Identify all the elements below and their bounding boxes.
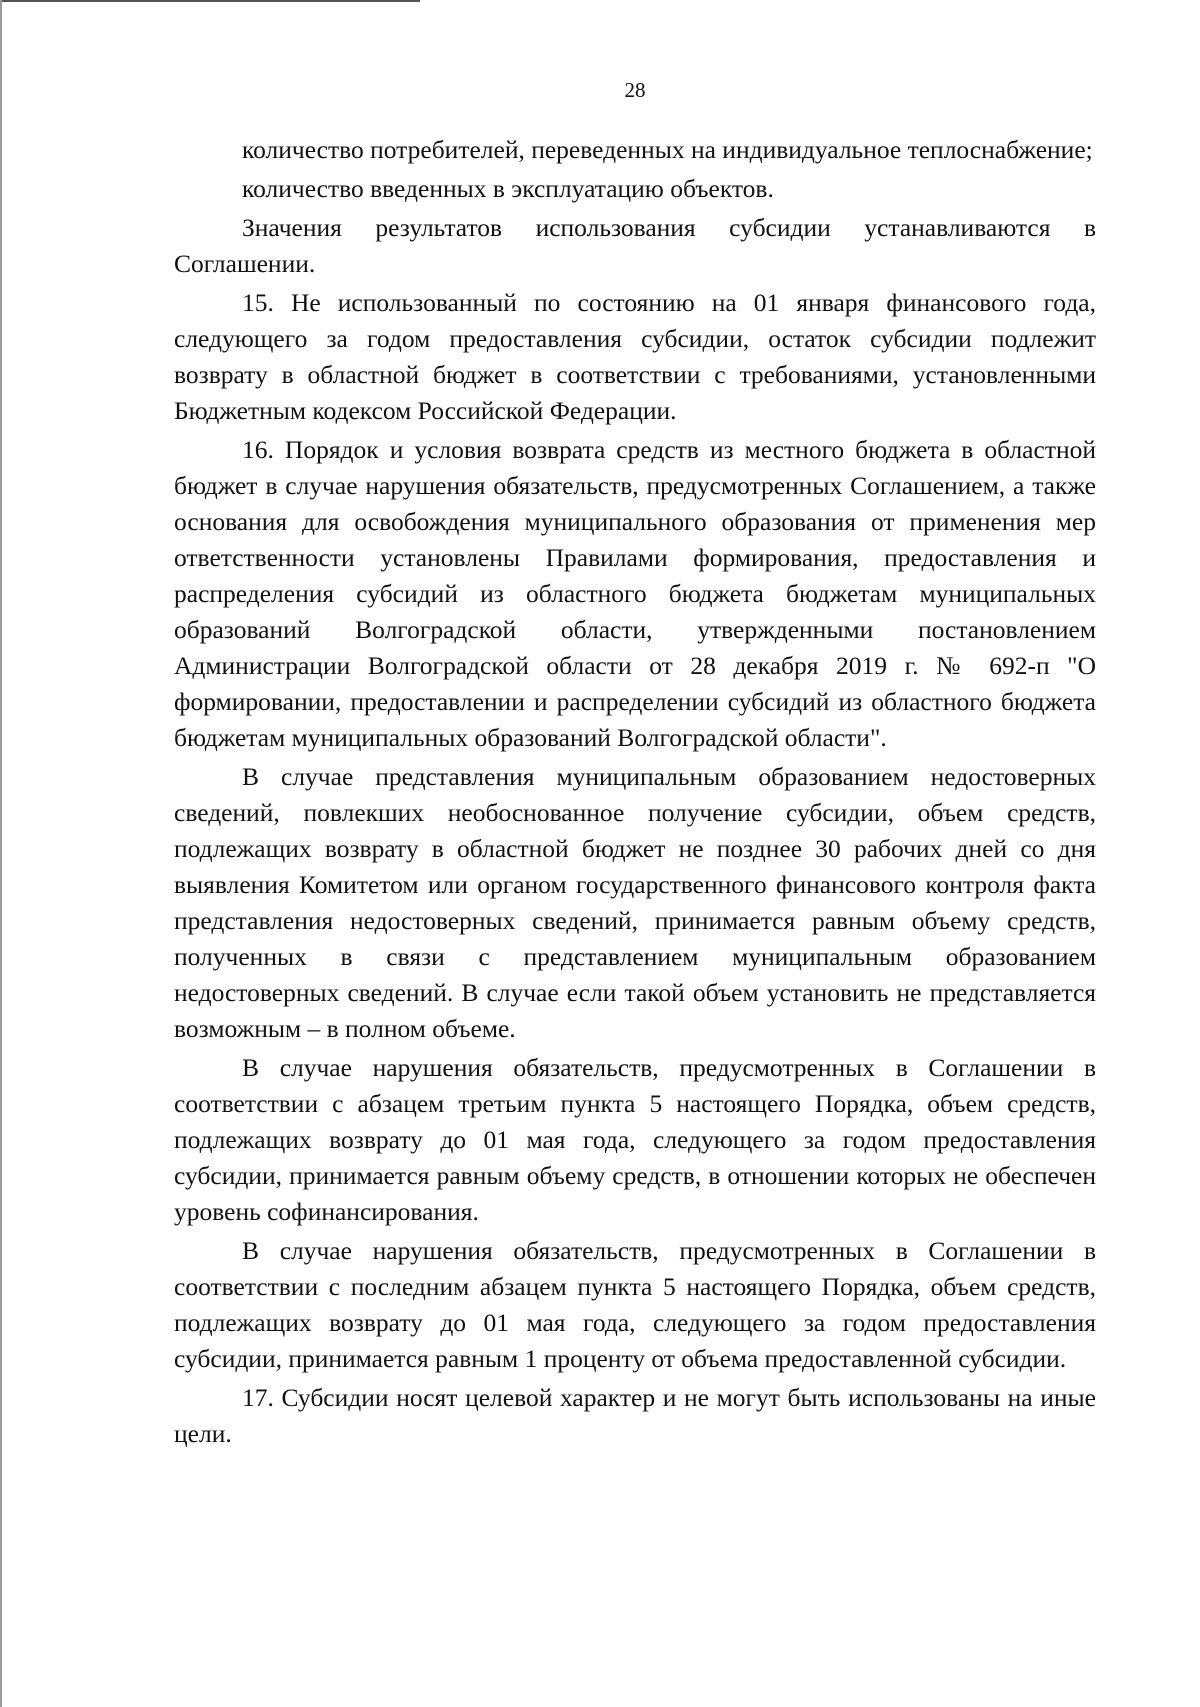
paragraph-false-info: В случае представления муниципальным образованием недостоверных сведений, повлекших необоснованное получение субсидии, объем средств, подлежащих возврату в областной бюджет не позднее 30 рабочих дней со дня выявления Комитетом или органом государственного финансового контроля факта представления недостоверных сведений, принимается равным объему средств, полученных в связи с представлением муниципальным образованием недостоверных сведений. В случае если такой объем установить не представляется возможным – в полном объеме. xyxy=(174,762,1096,1043)
paragraph-last-clause-violation: В случае нарушения обязательств, предусмотренных в Соглашении в соответствии с последним абзацем пункта 5 настоящего Порядка, объем средств, подлежащих возврату до 01 мая года, следующего за годом предоставления субсидии, принимается равным 1 проценту от объема предоставленной субсидии. xyxy=(174,1236,1096,1373)
document-body xyxy=(174,132,1096,1455)
paragraph-item-16: 16. Порядок и условия возврата средств из местного бюджета в областной бюджет в случае нарушения обязательств, предусмотренных Соглашением, а также основания для освобождения муниципального образования от применения мер ответственности установлены Правилами формирования, предоставления и распределения субсидий из областного бюджета бюджетам муниципальных образований Волгоградской области, утвержденными постановлением Администрации Волгоградской области от 28 декабря 2019 г. № 692-п "О формировании, предоставлении и распределении субсидий из областного бюджета бюджетам муниципальных образований Волгоградской области". xyxy=(174,435,1096,752)
paragraph-cofinancing-violation: В случае нарушения обязательств, предусмотренных в Соглашении в соответствии с абзацем третьим пункта 5 настоящего Порядка, объем средств, подлежащих возврату до 01 мая года, следующего за годом предоставления субсидии, принимается равным объему средств, в отношении которых не обеспечен уровень софинансирования. xyxy=(174,1053,1096,1226)
paragraph-item-15: 15. Не использованный по состоянию на 01 января финансового года, следующего за годом предоставления субсидии, остаток субсидии подлежит возврату в областной бюджет в соответствии с требованиями, установленными Бюджетным кодексом Российской Федерации. xyxy=(174,288,1096,425)
scan-edge-top xyxy=(0,0,420,2)
page-number: 28 xyxy=(624,78,646,102)
paragraph-objects: количество введенных в эксплуатацию объектов. xyxy=(242,174,774,203)
paragraph-results-values: Значения результатов использования субсидии устанавливаются в Соглашении. xyxy=(174,213,1096,278)
paragraph-item-17: 17. Субсидии носят целевой характер и не могут быть использованы на иные цели. xyxy=(174,1383,1096,1448)
scan-edge-left xyxy=(0,0,2,1707)
paragraph-consumers: количество потребителей, переведенных на индивидуальное теплоснабжение; xyxy=(242,135,1093,164)
